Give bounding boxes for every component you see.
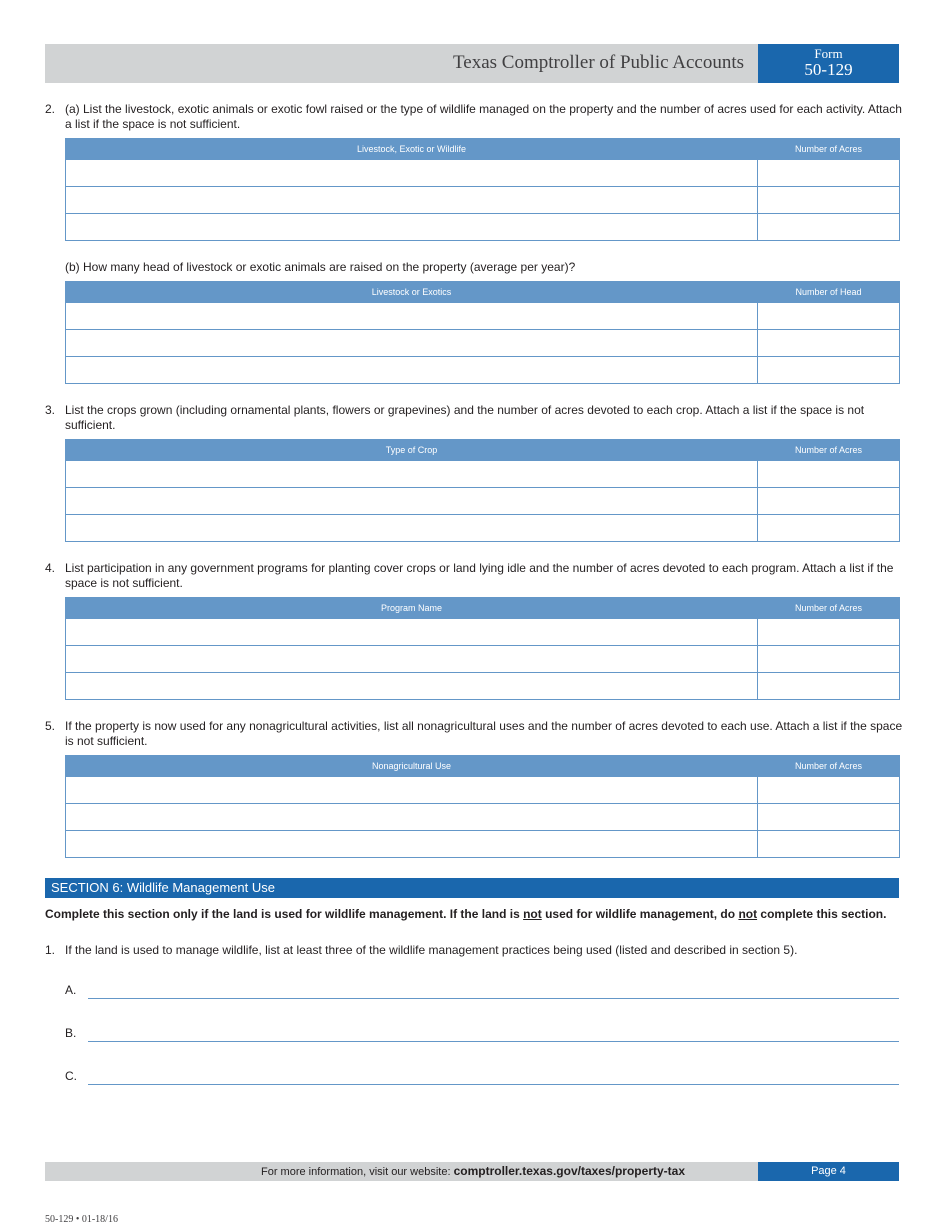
table-input-cell[interactable] bbox=[758, 831, 900, 858]
table-input-cell[interactable] bbox=[758, 804, 900, 831]
table-input-cell[interactable] bbox=[66, 303, 758, 330]
form-revision: 50-129 • 01-18/16 bbox=[45, 1214, 118, 1225]
table-input-cell[interactable] bbox=[66, 330, 758, 357]
instruction-text: complete this section. bbox=[757, 907, 887, 921]
question-3 bbox=[45, 403, 903, 433]
table-input-cell[interactable] bbox=[66, 461, 758, 488]
table-input-cell[interactable] bbox=[66, 488, 758, 515]
table-input-cell[interactable] bbox=[758, 488, 900, 515]
table-input-cell[interactable] bbox=[66, 357, 758, 384]
question-4 bbox=[45, 561, 903, 591]
practice-input-a[interactable] bbox=[88, 978, 899, 999]
column-header: Number of Acres bbox=[758, 598, 900, 619]
practice-input-b[interactable] bbox=[88, 1021, 899, 1042]
question-text: (b) How many head of livestock or exotic animals are raised on the property (average per year)? bbox=[65, 260, 576, 274]
header-bar bbox=[45, 44, 758, 83]
table-input-cell[interactable] bbox=[758, 673, 900, 700]
line-label: C. bbox=[65, 1069, 77, 1083]
livestock-wildlife-table bbox=[65, 138, 900, 241]
question-number: 1. bbox=[45, 943, 56, 957]
question-text: List the crops grown (including ornamental plants, flowers or grapevines) and the number of acres devoted to each crop. Attach a list if the space is not sufficient. bbox=[65, 403, 865, 432]
table-row bbox=[66, 303, 900, 330]
table-input-cell[interactable] bbox=[758, 461, 900, 488]
practice-line-c bbox=[65, 1065, 899, 1085]
table-row bbox=[66, 330, 900, 357]
question-text: If the land is used to manage wildlife, list at least three of the wildlife management practices being used (listed and described in section 5). bbox=[65, 943, 798, 957]
table-input-cell[interactable] bbox=[66, 187, 758, 214]
table-input-cell[interactable] bbox=[66, 214, 758, 241]
table-row bbox=[66, 187, 900, 214]
column-header: Number of Acres bbox=[758, 139, 900, 160]
table-input-cell[interactable] bbox=[758, 777, 900, 804]
question-text: (a) List the livestock, exotic animals or exotic fowl raised or the type of wildlife managed on the property and the number of acres used for each activity. Attach a list if the space is not sufficient. bbox=[65, 102, 902, 131]
table-row bbox=[66, 214, 900, 241]
emphasis-not: not bbox=[738, 907, 758, 921]
table-row bbox=[66, 488, 900, 515]
section-6-header bbox=[45, 878, 899, 898]
table-row bbox=[66, 673, 900, 700]
table-row bbox=[66, 646, 900, 673]
footer-bar bbox=[45, 1162, 758, 1181]
column-header: Program Name bbox=[66, 598, 758, 619]
line-label: B. bbox=[65, 1026, 77, 1040]
form-label: Form bbox=[814, 46, 843, 61]
table-row bbox=[66, 461, 900, 488]
table-input-cell[interactable] bbox=[758, 214, 900, 241]
question-number: 5. bbox=[45, 719, 56, 733]
column-header: Nonagricultural Use bbox=[66, 756, 758, 777]
government-programs-table bbox=[65, 597, 900, 700]
table-input-cell[interactable] bbox=[66, 160, 758, 187]
column-header: Number of Acres bbox=[758, 756, 900, 777]
column-header: Livestock, Exotic or Wildlife bbox=[66, 139, 758, 160]
table-input-cell[interactable] bbox=[758, 357, 900, 384]
section-6-question-1 bbox=[45, 943, 903, 958]
section-6-instructions bbox=[45, 907, 899, 922]
agency-title: Texas Comptroller of Public Accounts bbox=[452, 52, 744, 73]
column-header: Number of Acres bbox=[758, 440, 900, 461]
question-number: 4. bbox=[45, 561, 56, 575]
table-input-cell[interactable] bbox=[758, 515, 900, 542]
footer-info bbox=[261, 1164, 685, 1178]
practice-input-c[interactable] bbox=[88, 1064, 899, 1085]
practice-line-b bbox=[65, 1022, 899, 1042]
practice-line-a bbox=[65, 979, 899, 999]
question-5 bbox=[45, 719, 903, 749]
section-title: SECTION 6: Wildlife Management Use bbox=[51, 880, 275, 895]
table-row bbox=[66, 777, 900, 804]
question-text: List participation in any government programs for planting cover crops or land lying idle and the number of acres devoted to each program. Attach a list if the space is not sufficient. bbox=[65, 561, 894, 590]
table-input-cell[interactable] bbox=[66, 646, 758, 673]
table-row bbox=[66, 160, 900, 187]
table-input-cell[interactable] bbox=[758, 303, 900, 330]
nonagricultural-use-table bbox=[65, 755, 900, 858]
column-header: Number of Head bbox=[758, 282, 900, 303]
emphasis-not: not bbox=[523, 907, 542, 921]
table-input-cell[interactable] bbox=[758, 187, 900, 214]
question-number: 3. bbox=[45, 403, 56, 417]
table-row bbox=[66, 619, 900, 646]
table-row bbox=[66, 831, 900, 858]
footer-text: For more information, visit our website: bbox=[261, 1166, 454, 1178]
line-label: A. bbox=[65, 983, 77, 997]
table-input-cell[interactable] bbox=[758, 160, 900, 187]
column-header: Type of Crop bbox=[66, 440, 758, 461]
table-input-cell[interactable] bbox=[758, 646, 900, 673]
table-input-cell[interactable] bbox=[66, 673, 758, 700]
crops-table bbox=[65, 439, 900, 542]
column-header: Livestock or Exotics bbox=[66, 282, 758, 303]
table-input-cell[interactable] bbox=[66, 619, 758, 646]
table-input-cell[interactable] bbox=[66, 831, 758, 858]
question-text: If the property is now used for any nonagricultural activities, list all nonagricultural uses and the number of acres devoted to each use. Attach a list if the space is not sufficient. bbox=[65, 719, 903, 748]
instruction-text: used for wildlife management, do bbox=[541, 907, 739, 921]
website-link[interactable]: comptroller.texas.gov/taxes/property-tax bbox=[453, 1164, 685, 1178]
question-number: 2. bbox=[45, 102, 56, 116]
page-number: Page 4 bbox=[758, 1162, 899, 1181]
form-number-box bbox=[758, 44, 899, 83]
form-number: 50-129 bbox=[804, 60, 853, 79]
table-row bbox=[66, 804, 900, 831]
table-input-cell[interactable] bbox=[758, 619, 900, 646]
instruction-text: Complete this section only if the land is used for wildlife management. If the land is bbox=[45, 907, 524, 921]
livestock-head-table bbox=[65, 281, 900, 384]
question-2b bbox=[45, 260, 903, 275]
table-row bbox=[66, 357, 900, 384]
table-input-cell[interactable] bbox=[66, 777, 758, 804]
question-2a bbox=[45, 102, 903, 132]
table-input-cell[interactable] bbox=[66, 515, 758, 542]
table-row bbox=[66, 515, 900, 542]
table-input-cell[interactable] bbox=[66, 804, 758, 831]
table-input-cell[interactable] bbox=[758, 330, 900, 357]
